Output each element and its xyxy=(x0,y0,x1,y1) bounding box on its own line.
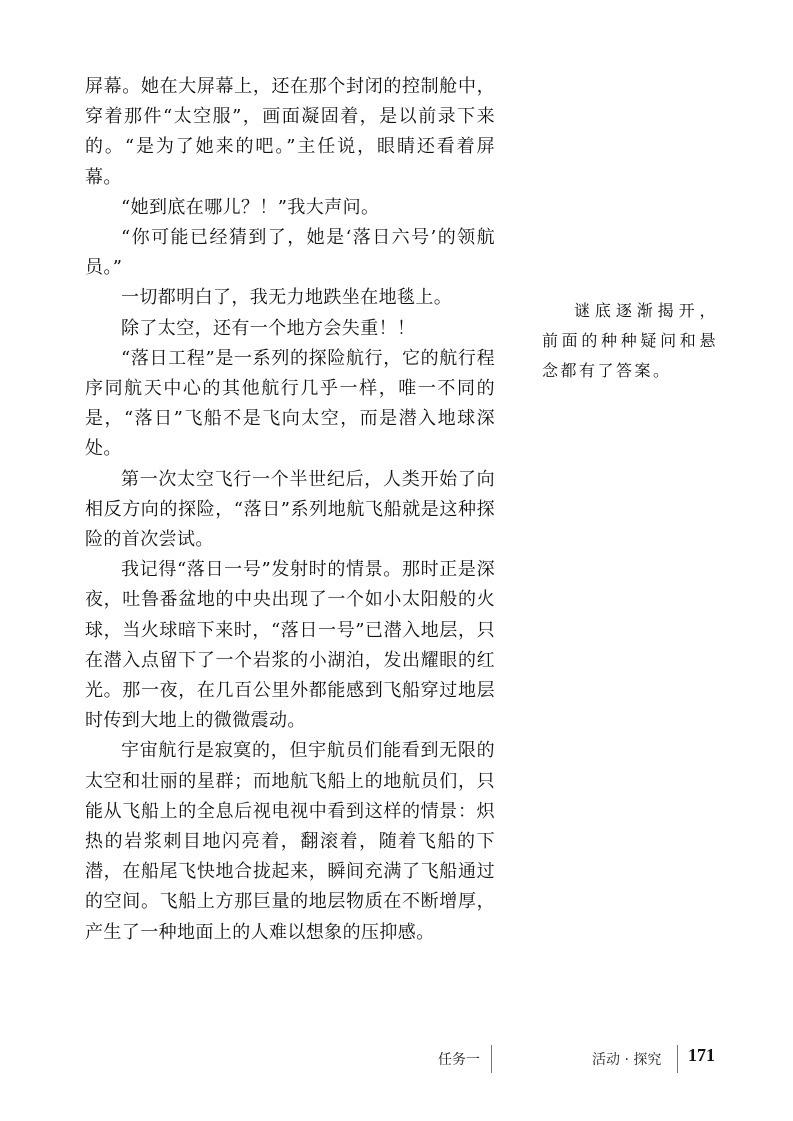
paragraph: 第一次太空飞行一个半世纪后，人类开始了向相反方向的探险，“落日”系列地航飞船就是这种探险的首次尝试。 xyxy=(85,468,495,551)
footer-task-label: 任务一 xyxy=(438,1052,480,1068)
page-number: 171 xyxy=(688,1045,715,1065)
footer-divider xyxy=(677,1045,678,1073)
footer-divider xyxy=(491,1045,492,1073)
paragraph: 我记得“落日一号”发射时的情景。那时正是深夜，吐鲁番盆地的中央出现了一个如小太阳般的火球，当火球暗下来时，“落日一号”已潜入地层，只在潜入点留下了一个岩浆的小湖泊，发出耀眼的红光。那一夜，在几百公里外都能感到飞船穿过地层时传到大地上的微微震动。 xyxy=(85,559,495,732)
paragraph: 除了太空，还有一个地方会失重！！ xyxy=(121,317,416,339)
paragraph: 一切都明白了，我无力地跌坐在地毯上。 xyxy=(121,287,453,309)
paragraph: 宇宙航行是寂寞的，但宇航员们能看到无限的太空和壮丽的星群；而地航飞船上的地航员们，只能从飞船上的全息后视电视中看到这样的情景：炽热的岩浆刺目地闪亮着，翻滚着，随着飞船的下潜，在船尾飞快地合拢起来，瞬间充满了飞船通过的空间。飞船上方那巨量的地层物质在不断增厚，产生了一种地面上的人难以想象的压抑感。 xyxy=(85,740,495,943)
main-text xyxy=(85,72,495,948)
paragraph: “你可能已经猜到了，她是‘落日六号’的领航员。” xyxy=(85,227,495,279)
footer-section-label: 活动 · 探究 xyxy=(592,1052,662,1068)
paragraph: 屏幕。她在大屏幕上，还在那个封闭的控制舱中，穿着那件“太空服”，画面凝固着，是以前录下来的。“是为了她来的吧。”主任说，眼睛还看着屏幕。 xyxy=(85,76,495,188)
paragraph: “落日工程”是一系列的探险航行，它的航行程序同航天中心的其他航行几乎一样，唯一不同的是，“落日”飞船不是飞向太空，而是潜入地球深处。 xyxy=(85,347,495,460)
margin-annotation: 谜底逐渐揭开，前面的种种疑问和悬念都有了答案。 xyxy=(542,301,718,380)
paragraph: “她到底在哪儿？！”我大声问。 xyxy=(121,196,380,218)
